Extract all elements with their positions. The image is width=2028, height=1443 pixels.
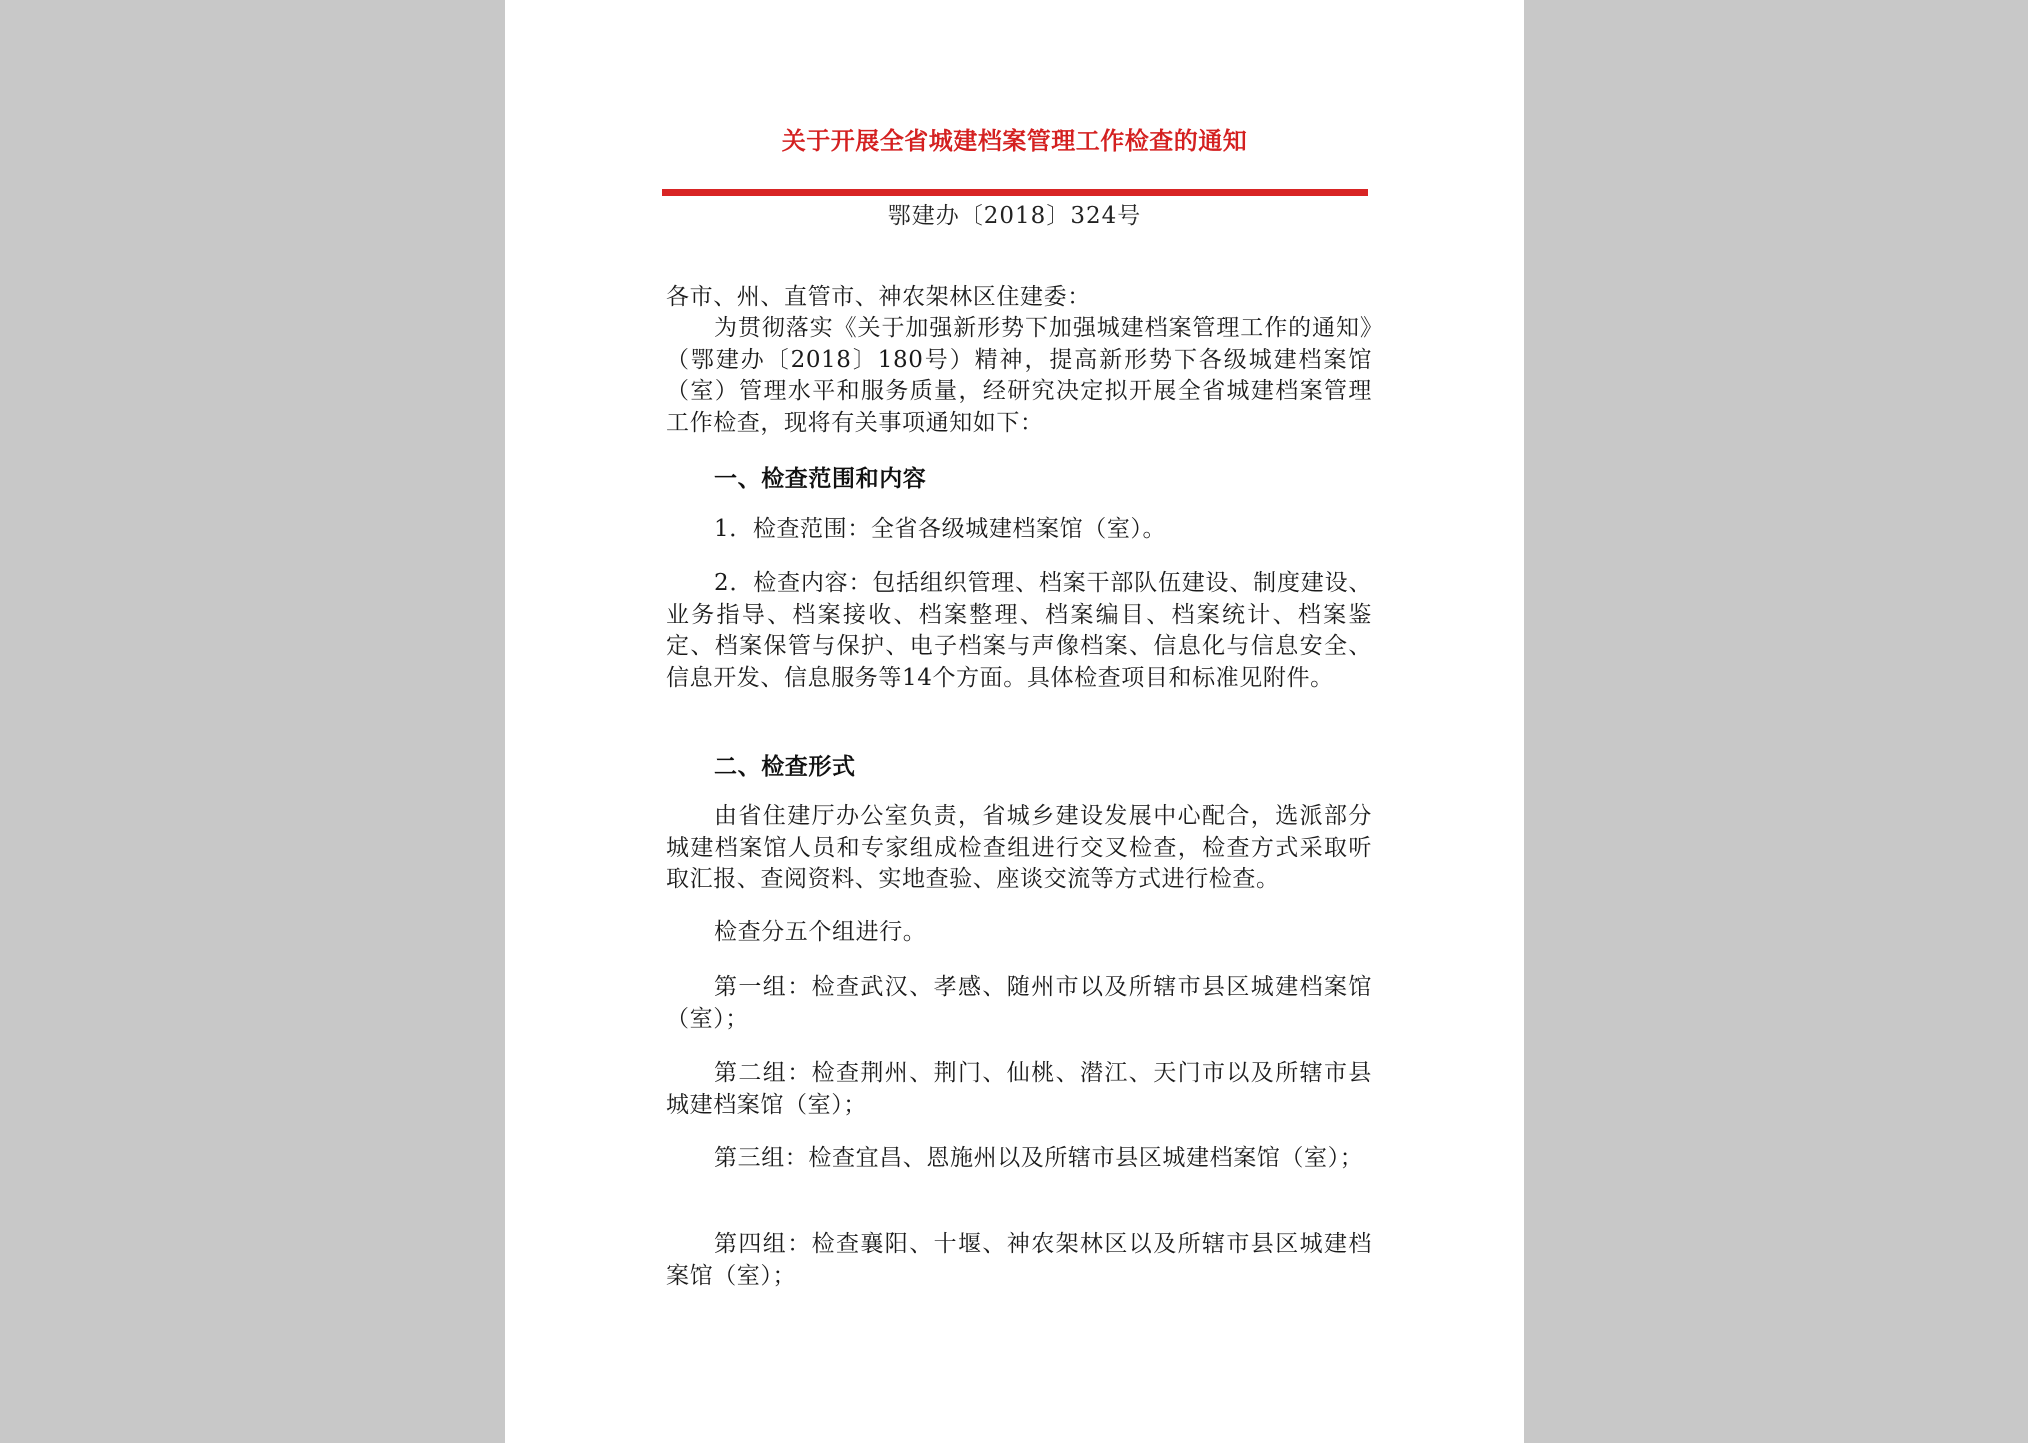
group-3-paragraph: 第三组：检查宜昌、恩施州以及所辖市县区城建档案馆（室）；	[714, 1145, 1364, 1171]
section-1-item-2: 2．检查内容：包括组织管理、档案干部队伍建设、制度建设、业务指导、档案接收、档案整理、档案编目、档案统计、档案鉴定、档案保管与保护、电子档案与声像档案、信息化与信息安全、信息开发、信息服务等14个方面。具体检查项目和标准见附件。	[666, 570, 1372, 691]
document-page	[505, 0, 1524, 1443]
section-2-heading: 二、检查形式	[714, 754, 856, 780]
red-header-rule	[662, 189, 1368, 196]
group-1-paragraph: 第一组：检查武汉、孝感、随州市以及所辖市县区城建档案馆（室）；	[666, 974, 1372, 1032]
document-title: 关于开展全省城建档案管理工作检查的通知	[781, 126, 1248, 155]
group-4-paragraph: 第四组：检查襄阳、十堰、神农架林区以及所辖市县区城建档案馆（室）；	[666, 1231, 1372, 1289]
intro-paragraph: 为贯彻落实《关于加强新形势下加强城建档案管理工作的通知》（鄂建办〔2018〕180号）精神，提高新形势下各级城建档案馆（室）管理水平和服务质量，经研究决定拟开展全省城建档案管理工作检查，现将有关事项通知如下：	[666, 315, 1372, 436]
section-1-item-1: 1．检查范围：全省各级城建档案馆（室）。	[714, 516, 1167, 542]
group-2-paragraph: 第二组：检查荆州、荆门、仙桃、潜江、天门市以及所辖市县城建档案馆（室）；	[666, 1060, 1372, 1118]
section-2-paragraph-1: 由省住建厅办公室负责，省城乡建设发展中心配合，选派部分城建档案馆人员和专家组成检查组进行交叉检查，检查方式采取听取汇报、查阅资料、实地查验、座谈交流等方式进行检查。	[666, 803, 1372, 892]
salutation: 各市、州、直管市、神农架林区住建委：	[666, 284, 1091, 310]
section-1-heading: 一、检查范围和内容	[714, 466, 927, 492]
section-2-paragraph-2: 检查分五个组进行。	[714, 919, 927, 945]
document-number: 鄂建办〔2018〕324号	[887, 203, 1142, 229]
